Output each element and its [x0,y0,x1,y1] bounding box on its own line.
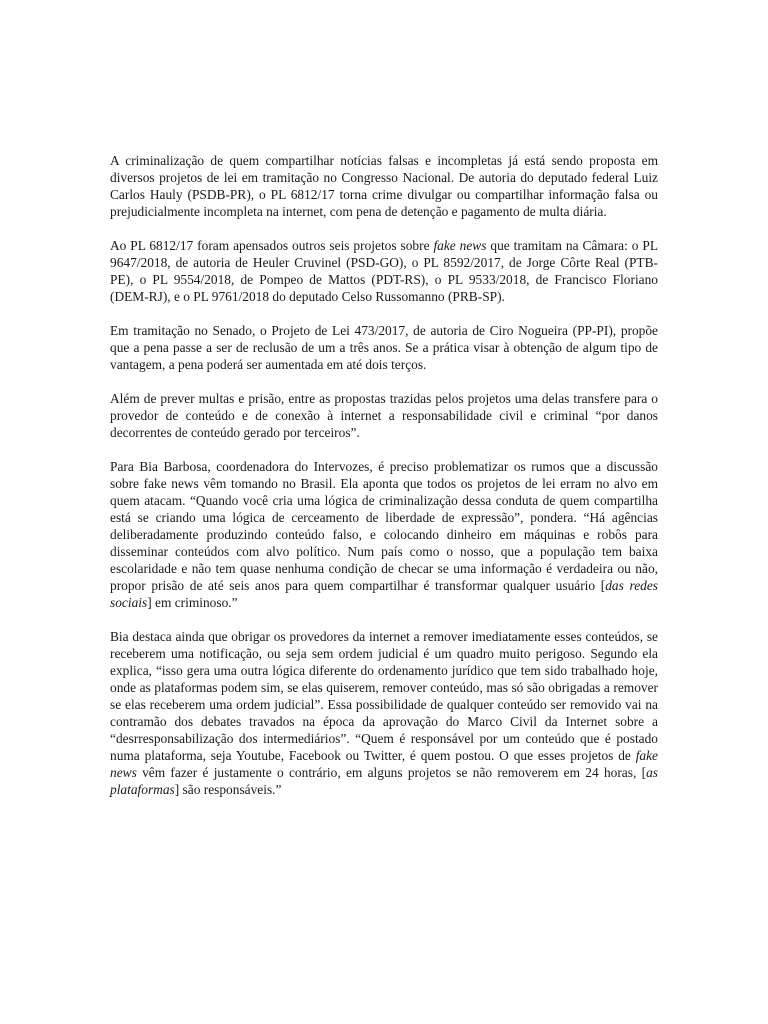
document-body [110,152,658,815]
paragraph-text: que tramitam na Câmara: o PL 9647/2018, de autoria de Heuler Cruvinel (PSD-GO), o PL 8592/2017, de Jorge Côrte Real (PTB-PE), o PL 9554/2018, de Pompeo de Mattos (PDT-RS), o PL 9533/2018, de Francisco Floriano (DEM-RJ), e o PL 9761/2018 do deputado Celso Russomanno (PRB-SP). [110,238,658,304]
paragraph-text: Além de prever multas e prisão, entre as propostas trazidas pelos projetos uma delas transfere para o provedor de conteúdo e de conexão à internet a responsabilidade civil e criminal “por danos decorrentes de conteúdo gerado por terceiros”. [110,391,658,440]
paragraph-text: ] em criminoso.” [147,595,238,610]
paragraph-3 [110,322,658,373]
paragraph-text: vêm fazer é justamente o contrário, em alguns projetos se não removerem em 24 horas, [ [136,765,647,780]
emphasis-text: das redes sociais [110,578,658,610]
paragraph-text: Para Bia Barbosa, coordenadora do Intervozes, é preciso problematizar os rumos que a discussão sobre fake news vêm tomando no Brasil. Ela aponta que todos os projetos de lei erram no alvo em quem atacam. “Quando você cria uma lógica de criminalização dessa conduta de quem compartilha está se criando uma lógica de cerceamento de liberdade de expressão”, pondera. “Há agências deliberadamente produzindo conteúdo falso, e colocando dinheiro em máquinas e robôs para disseminar conteúdos com alvo político. Num país como o nosso, que a população tem baixa escolaridade e não tem quase nenhuma condição de checar se uma informação é verdadeira ou não, propor prisão de até seis anos para quem compartilhar é transformar qualquer usuário [ [110,459,658,593]
paragraph-text: Bia destaca ainda que obrigar os provedores da internet a remover imediatamente esses conteúdos, se receberem uma notificação, ou seja sem ordem judicial é um quadro muito perigoso. Segundo ela explica, “isso gera uma outra lógica diferente do ordenamento jurídico que tem sido trabalhado hoje, onde as plataformas podem sim, se elas quiserem, remover conteúdo, mas só são obrigadas a remover se elas receberem uma ordem judicial”. Essa possibilidade de qualquer conteúdo ser removido vai na contramão dos debates travados na época da aprovação do Marco Civil da Internet sobre a “desrresponsabilização dos intermediários”. “Quem é responsável por um conteúdo que é postado numa plataforma, seja Youtube, Facebook ou Twitter, é quem postou. O que esses projetos de [110,629,658,763]
paragraph-5 [110,458,658,611]
paragraph-4 [110,390,658,441]
paragraph-2 [110,237,658,305]
paragraph-text: ] são responsáveis.” [174,782,282,797]
emphasis-text: fake news [110,748,658,780]
emphasis-text: fake news [433,238,487,253]
emphasis-text: as plataformas [110,765,658,797]
paragraph-1 [110,152,658,220]
paragraph-text: Em tramitação no Senado, o Projeto de Lei 473/2017, de autoria de Ciro Nogueira (PP-PI), propõe que a pena passe a ser de reclusão de um a três anos. Se a prática visar à obtenção de algum tipo de vantagem, a pena poderá ser aumentada em até dois terços. [110,323,658,372]
paragraph-text: Ao PL 6812/17 foram apensados outros seis projetos sobre [110,238,434,253]
paragraph-6 [110,628,658,798]
paragraph-text: A criminalização de quem compartilhar notícias falsas e incompletas já está sendo proposta em diversos projetos de lei em tramitação no Congresso Nacional. De autoria do deputado federal Luiz Carlos Hauly (PSDB-PR), o PL 6812/17 torna crime divulgar ou compartilhar informação falsa ou prejudicialmente incompleta na internet, com pena de detenção e pagamento de multa diária. [110,153,658,219]
